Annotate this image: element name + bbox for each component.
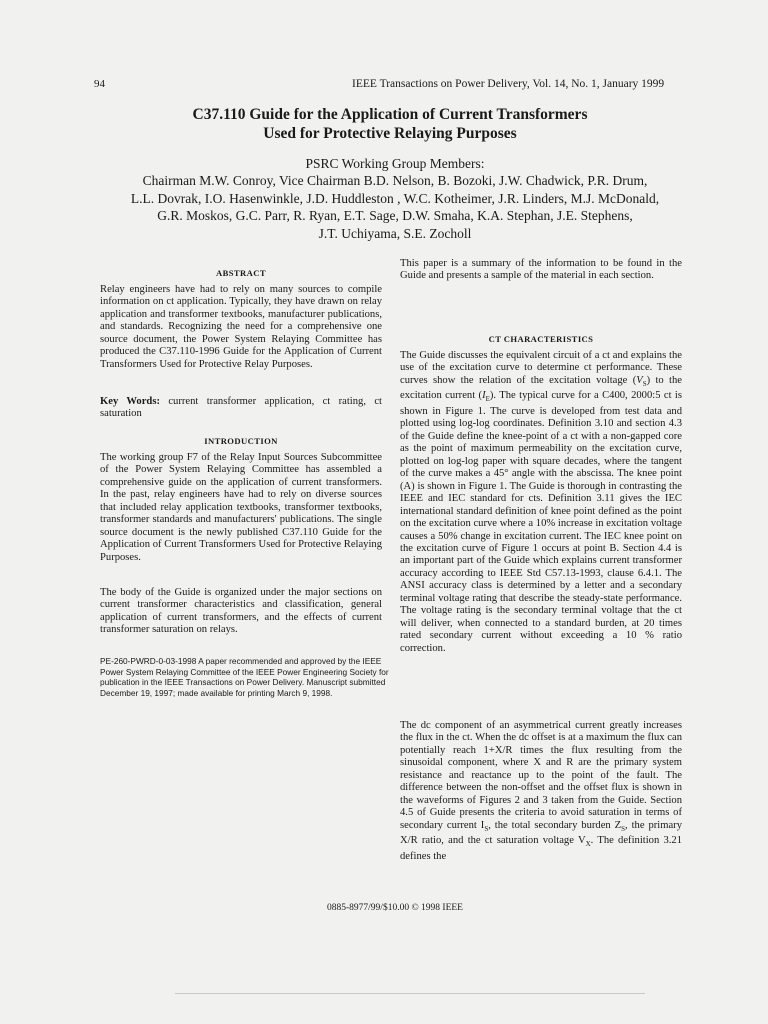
keywords-label: Key Words:: [100, 396, 160, 407]
summary-paragraph: This paper is a summary of the information to be found in the Guide and presents a sample of the material in each section.: [400, 258, 682, 282]
introduction-heading: INTRODUCTION: [204, 436, 278, 446]
keywords-text: current transformer application, ct rating, ct saturation: [100, 396, 382, 420]
copyright-footer: 0885-8977/99/$10.00 © 1998 IEEE: [327, 903, 463, 913]
ct-paragraph-1: The Guide discusses the equivalent circuit of a ct and explains the use of the excitation curve to determine ct performance. These curves show the relation of the excitation voltage $(V_S)$ to the excitation current $(I_E)$. The typical curve for a C400, 2000:5 ct is shown in Figure 1. The curve is developed from test data and plotted using log-log coordinates. Definition 3.10 and section 4.3 of the Guide define the knee-point of a ct with a non-gapped core as the point of maximum permeability on the excitation curve, plotted on log-log paper with square decades, where the tangent of the curve makes a 45° angle with the abscissa. The knee point (A) is shown in Figure 1. The Guide is thorough in contrasting the IEEE and IEC standard for cts. Definition 3.11 gives the IEC international standard definition of knee point defined as the point on the excitation curve where a 10% increase in excitation voltage causes a 50% change in excitation current. The IEC knee point on the excitation curve of Figure 1 occurs at point B. Section 4.4 is an important part of the Guide which explains current transformer accuracy according to IEEE Std C57.13-1993, clause 6.4.1. The ANSI accuracy class is determined by a letter and a secondary terminal voltage rating that describe the steady-state performance. The voltage rating is the secondary terminal voltage that the ct will deliver, when connected to a standard burden, at 20 times rated secondary current without exceeding a 10 % ratio correction.: [400, 350, 683, 654]
introduction-paragraph-2: The body of the Guide is organized under the major sections on current transformer characteristics and classification, general application of current transformers, and the effects of current transformer saturation on relays.: [100, 587, 382, 636]
page-number: 94: [94, 78, 105, 90]
keywords: [100, 396, 382, 421]
author-block: [100, 155, 690, 242]
author-line-1: Chairman M.W. Conroy, Vice Chairman B.D. Nelson, B. Bozoki, J.W. Chadwick, P.R. Drum,: [142, 173, 648, 189]
abstract-text: Relay engineers have had to rely on many sources to compile information on ct application. Typically, they have drawn on relay application and transformer textbooks, manufacturer publications, and standards. Recognizing the need for a comprehensive one source document, the Power System Relaying Committee has produced the C37.110-1996 Guide for the Application of Current Transformers Used for Protective Relay Purposes.: [100, 284, 382, 370]
author-line-4: J.T. Uchiyama, S.E. Zocholl: [318, 225, 472, 241]
paper-title-line-1: C37.110 Guide for the Application of Current Transformers: [192, 106, 588, 123]
working-group-label: PSRC Working Group Members:: [305, 156, 485, 171]
author-line-3: G.R. Moskos, G.C. Parr, R. Ryan, E.T. Sage, D.W. Smaha, K.A. Stephan, J.E. Stephens,: [157, 208, 633, 224]
scan-bottom-rule: [175, 993, 645, 994]
ct-characteristics-heading: CT CHARACTERISTICS: [488, 334, 594, 344]
abstract-heading: ABSTRACT: [216, 268, 266, 278]
introduction-paragraph-1: The working group F7 of the Relay Input Sources Subcommittee of the Power System Relaying Committee has assembled a comprehensive guide on the application of current transformers. In the past, relay engineers have had to rely on diverse sources that included relay application textbooks, transformer textbooks, transformer standards and manufacturers' publications. The single source document is the newly published C37.110 Guide for the Application of Current Transformers Used for Protective Relaying Purposes.: [100, 452, 382, 563]
running-head: IEEE Transactions on Power Delivery, Vol. 14, No. 1, January 1999: [352, 78, 665, 90]
author-line-2: L.L. Dovrak, I.O. Hasenwinkle, J.D. Huddleston , W.C. Kotheimer, J.R. Linders, M.J. McDonald,: [130, 190, 660, 206]
paper-title-line-2: Used for Protective Relaying Purposes: [263, 125, 517, 142]
ct-paragraph-2: The dc component of an asymmetrical current greatly increases the flux in the ct. When the dc offset is at a maximum the flux can potentially reach 1+X/R times the flux resulting from the sinusoidal component, where X and R are the primary system resistance and reactance up to the point of the fault. The difference between the non-offset and the offset flux is shown in the waveforms of Figures 2 and 3 taken from the Guide. Section 4.5 of Guide presents the criteria to avoid saturation in terms of secondary current $I_S$, the total secondary burden $Z_S$, the primary X/R ratio, and the ct saturation voltage $V_X$. The definition 3.21 defines the: [400, 720, 683, 862]
manuscript-note: PE-260-PWRD-0-03-1998 A paper recommended and approved by the IEEE Power System Relaying Committee of the IEEE Power Engineering Society for publication in the IEEE Transactions on Power Delivery. Manuscript submitted December 19, 1997; made available for printing March 9, 1998.: [100, 656, 389, 699]
